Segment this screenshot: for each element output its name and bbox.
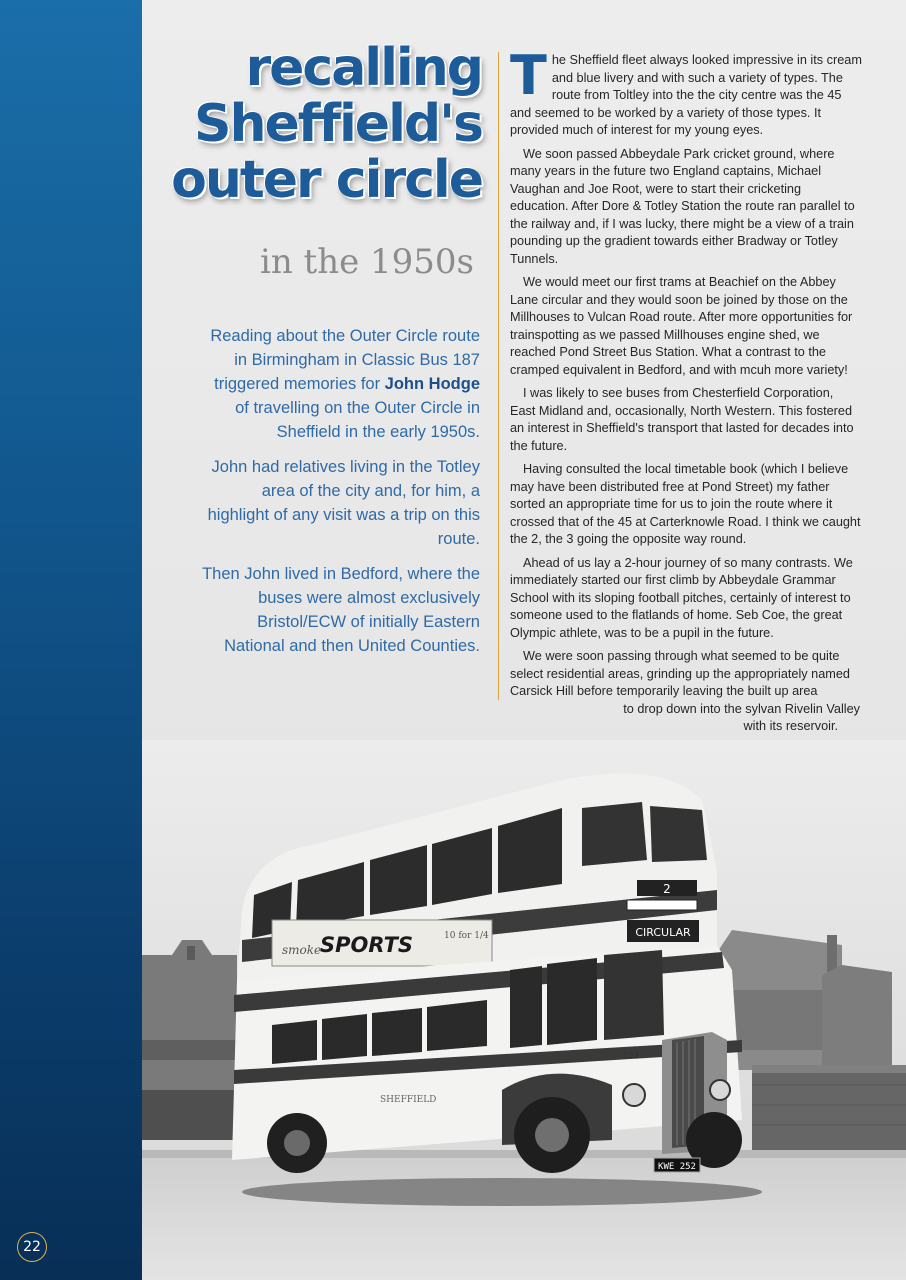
intro-paragraph-1: Reading about the Outer Circle route in Birmingham in Classic Bus 187 triggered memories for John Hodge of travelling on the Outer Circle in Sheffield in the early 1950s. (210, 327, 480, 441)
article-body (510, 44, 862, 736)
title-line-3: outer circle (171, 150, 482, 210)
advert-price-text: 10 for 1/4 (444, 931, 489, 941)
body-paragraph-5: Having consulted the local timetable book (which I believe may have been distributed free at Pond Street) my father sorted an appropriate time for us to join the route where it crossed that of the 45 at Carterknowle Road. I think we caught the 2, the 3 going the opposite way round. (510, 462, 861, 546)
author-name: John Hodge (384, 375, 480, 393)
drop-cap: T (510, 44, 547, 107)
route-number: 2 (663, 882, 671, 896)
article-title (171, 40, 482, 208)
title-line-2: Sheffield's (194, 94, 482, 154)
bus-photograph (142, 740, 906, 1280)
background-houses-left (142, 940, 237, 1140)
left-color-bar (0, 0, 142, 1280)
body-paragraph-7-tail-1: to drop down into the sylvan Rivelin Valley (623, 701, 860, 716)
registration-plate: KWE 252 (658, 1162, 696, 1172)
advert-small-text: smoke (282, 943, 322, 957)
fleet-number: 252 (622, 1051, 640, 1061)
title-line-1: recalling (245, 38, 482, 98)
page-number: 22 (17, 1232, 47, 1262)
body-paragraph-2: We soon passed Abbeydale Park cricket ground, where many years in the future two England captains, Michael Vaughan and Joe Root, were to start their cricketing education. After Dore & Totley Station the route ran parallel to the railway and, if I was lucky, there might be a view of a train pounding up the gradient towards either Bradway or Totley Tunnels. (510, 146, 855, 266)
article-subtitle: in the 1950s (259, 242, 474, 282)
intro-paragraph-2: John had relatives living in the Totley area of the city and, for him, a highlight of any visit was a trip on this route. (207, 458, 480, 548)
body-paragraph-7: We were soon passing through what seemed to be quite select residential areas, grinding up the appropriately named Carsick Hill before temporarily leaving the built up area to drop down into the sylvan Rivelin Valley with its reservoir. (510, 648, 862, 736)
body-paragraph-1: The Sheffield fleet always looked impressive in its cream and blue livery and with such a variety of types. The route from Toltley into the the city centre was the 45 and seemed to be worked by a variety of those types. It provided much of interest for my young eyes. (510, 44, 862, 137)
intro-standfirst (200, 324, 480, 669)
body-paragraph-6: Ahead of us lay a 2-hour journey of so many contrasts. We immediately started our first climb by Abbeydale Grammar School with its sloping football pitches, certainly of interest to someone used to the flatlands of home. Seb Coe, the great Olympic athlete, was to be a pupil in the future. (510, 555, 853, 640)
advert-brand-text: SPORTS (320, 933, 414, 957)
body-paragraph-7-tail-2: with its reservoir. (743, 719, 838, 733)
body-paragraph-3: We would meet our first trams at Beachief on the Abbey Lane circular and they would soon be joined by those on the Millhouses to Vulcan Road route. After more opportunities for trainspotting as we passed Millhouses engine shed, we reached Pond Street Bus Station. What a contrast to the cramped equivalent in Bedford, and with mcuh more variety! (510, 275, 853, 377)
column-divider (498, 52, 499, 700)
side-name: SHEFFIELD (380, 1095, 437, 1105)
destination-text: CIRCULAR (635, 926, 691, 939)
intro-paragraph-3: Then John lived in Bedford, where the buses were almost exclusively Bristol/ECW of initially Eastern National and then United Counties. (202, 565, 480, 655)
body-paragraph-4: I was likely to see buses from Chesterfield Corporation, East Midland and, occasionally, North Western. This fostered an interest in Sheffield's transport that lasted for decades into the future. (510, 386, 854, 453)
